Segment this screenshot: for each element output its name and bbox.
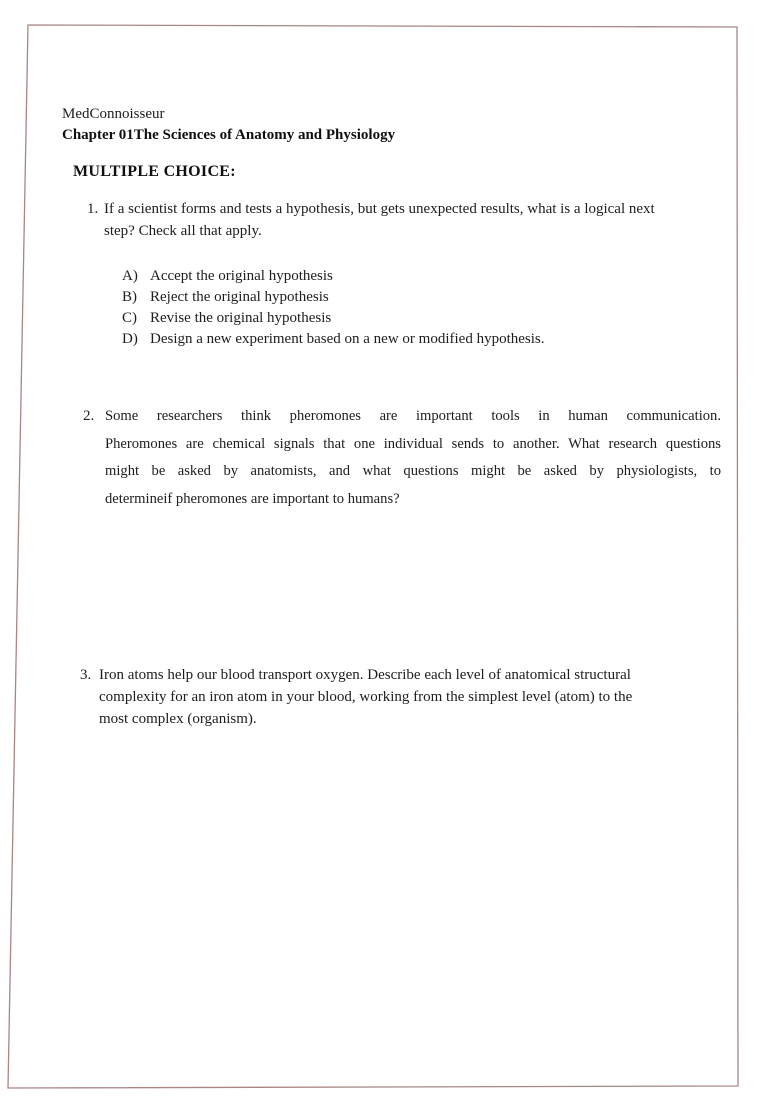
- choice-b-text: Reject the original hypothesis: [150, 289, 329, 305]
- question-2: [83, 403, 721, 513]
- question-2-line: Some researchers think pheromones are important tools in human communication.: [105, 408, 721, 424]
- question-3-line: complexity for an iron atom in your blood, working from the simplest level (atom) to the: [99, 689, 633, 705]
- choice-a: [122, 266, 544, 287]
- brand-line: MedConnoisseur: [62, 106, 165, 122]
- question-2-line: determineif pheromones are important to humans?: [105, 490, 400, 507]
- page-border-line: [8, 25, 738, 1088]
- question-1-number: 1.: [87, 201, 99, 217]
- choice-b: [122, 287, 544, 308]
- question-2-line: might be asked by anatomists, and what questions might be asked by physiologists, to: [105, 463, 721, 479]
- choice-c: [122, 308, 544, 329]
- choice-d-text: Design a new experiment based on a new or modified hypothesis.: [150, 331, 545, 347]
- question-2-text: [105, 403, 721, 513]
- question-1-line: If a scientist forms and tests a hypothesis, but gets unexpected results, what is a logical next: [104, 201, 655, 217]
- choice-d-letter: D): [122, 331, 138, 347]
- question-3-line: most complex (organism).: [99, 711, 257, 727]
- choice-a-text: Accept the original hypothesis: [150, 268, 333, 284]
- question-2-line: Pheromones are chemical signals that one individual sends to another. What research questions: [105, 435, 721, 452]
- question-1-choices: [122, 266, 544, 350]
- document-header: [62, 104, 395, 146]
- question-3-number: 3.: [80, 667, 92, 683]
- question-3-text: [99, 664, 632, 730]
- section-heading: MULTIPLE CHOICE:: [73, 163, 236, 180]
- choice-b-letter: B): [122, 289, 137, 305]
- question-1-line: step? Check all that apply.: [104, 223, 262, 239]
- question-3-line: Iron atoms help our blood transport oxygen. Describe each level of anatomical structural: [99, 667, 631, 683]
- choice-c-letter: C): [122, 310, 137, 326]
- choice-a-letter: A): [122, 268, 138, 284]
- choice-d: [122, 329, 544, 350]
- question-3: [80, 664, 632, 730]
- chapter-title: Chapter 01The Sciences of Anatomy and Physiology: [62, 127, 396, 143]
- question-1: [87, 198, 655, 242]
- question-2-number: 2.: [83, 408, 95, 424]
- question-1-text: [104, 198, 655, 242]
- choice-c-text: Revise the original hypothesis: [150, 310, 332, 326]
